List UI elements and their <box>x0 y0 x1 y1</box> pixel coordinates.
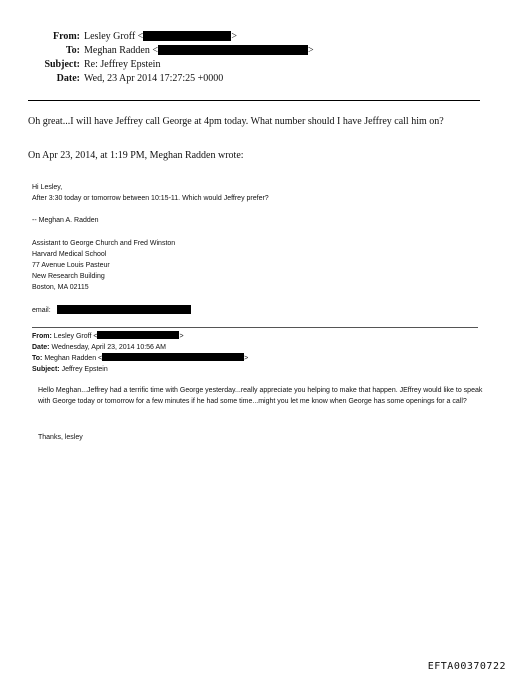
inner-from-value: Lesley Groff < <box>53 333 98 340</box>
inner-subject-row <box>32 364 108 375</box>
signature-address: 77 Avenue Louis Pasteur <box>32 262 110 269</box>
to-label: To: <box>65 45 80 56</box>
date-label: Date: <box>56 73 80 84</box>
inner-to-label: To: <box>32 355 43 362</box>
inner-from-row <box>32 331 184 342</box>
redaction-bar <box>57 305 191 314</box>
reply-body: Oh great...I will have Jeffrey call George at 4pm today. What number should I have Jeffrey call him on? <box>28 116 444 127</box>
quoted-line: After 3:30 today or tomorrow between 10:15-11. Which would Jeffrey prefer? <box>32 195 269 202</box>
redaction-bar <box>97 331 179 339</box>
from-name: Lesley Groff < <box>84 31 144 42</box>
inner-from-close: > <box>179 333 184 340</box>
inner-date-value: Wednesday, April 23, 2014 10:56 AM <box>51 344 167 351</box>
document-id: EFTA00370722 <box>427 661 506 672</box>
header-to-row <box>0 44 512 58</box>
inner-date-label: Date: <box>32 344 50 351</box>
date-value: Wed, 23 Apr 2014 17:27:25 +0000 <box>84 73 224 84</box>
header-subject-row <box>0 58 512 72</box>
from-label: From: <box>52 31 80 42</box>
inner-subject-label: Subject: <box>32 366 60 373</box>
inner-subject-value: Jeffrey Epstein <box>61 366 108 373</box>
email-row <box>32 305 191 316</box>
to-value <box>84 44 314 58</box>
from-close: > <box>231 31 237 42</box>
redaction-bar <box>102 353 244 361</box>
header-date-row <box>0 72 512 86</box>
inner-from-label: From: <box>32 333 52 340</box>
quoted-signoff: -- Meghan A. Radden <box>32 217 99 224</box>
subject-value: Re: Jeffrey Epstein <box>84 59 161 70</box>
redaction-bar <box>143 31 231 41</box>
quoted-separator <box>32 327 478 328</box>
signature-city: Boston, MA 02115 <box>32 284 89 291</box>
header-from-row <box>0 30 512 44</box>
header-divider <box>28 100 480 101</box>
inner-closing: Thanks, lesley <box>38 434 83 441</box>
email-header <box>0 30 512 86</box>
subject-label: Subject: <box>44 59 80 70</box>
email-label: email: <box>32 307 51 314</box>
from-value <box>84 30 237 44</box>
signature-building: New Research Building <box>32 273 105 280</box>
inner-to-row <box>32 353 248 364</box>
inner-to-close: > <box>244 355 249 362</box>
inner-to-value: Meghan Radden < <box>44 355 103 362</box>
signature-school: Harvard Medical School <box>32 251 107 258</box>
quote-intro: On Apr 23, 2014, at 1:19 PM, Meghan Radden wrote: <box>28 150 244 161</box>
to-close: > <box>307 45 314 56</box>
redaction-bar <box>158 45 308 55</box>
inner-message-body: Hello Meghan...Jeffrey had a terrific time with George yesterday...really appreciate you helping to make that happen. JEffrey would like to speak with George today or tomorrow for a few minutes if he had some time...might you let me know when George has some openings for a call? <box>38 387 483 405</box>
signature-title: Assistant to George Church and Fred Winston <box>32 240 176 247</box>
inner-date-row <box>32 342 166 353</box>
quoted-greeting: Hi Lesley, <box>32 184 63 191</box>
to-name: Meghan Radden < <box>84 45 158 56</box>
